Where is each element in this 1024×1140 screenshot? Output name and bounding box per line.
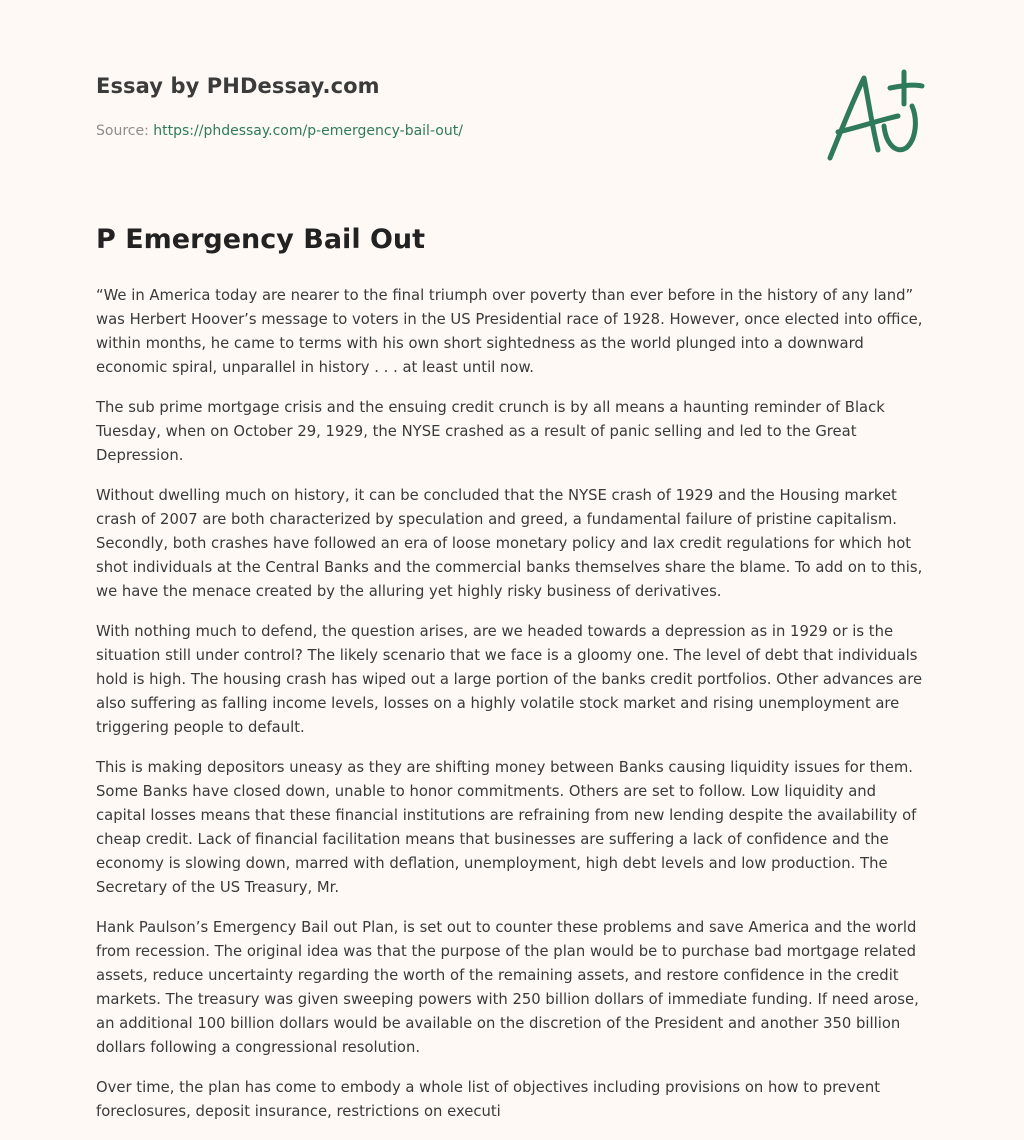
essay-paragraph: The sub prime mortgage crisis and the ensuing credit crunch is by all means a haunting reminder of Black Tuesday, when on October 29, 1929, the NYSE crashed as a result of panic selling and led to the Great Depression. xyxy=(96,399,885,464)
a-plus-logo-icon xyxy=(820,66,930,166)
essay-paragraph: “We in America today are nearer to the final triumph over poverty than ever before in the history of any land” was Herbert Hoover’s message to voters in the US Presidential race of 1928. However, once elected into office, within months, he came to terms with his own short sightedness as the world plunged into a downward economic spiral, unparallel in history . . . at least until now. xyxy=(96,287,923,376)
site-brand: Essay by PHDessay.com xyxy=(96,74,380,98)
essay-paragraph: Without dwelling much on history, it can be concluded that the NYSE crash of 1929 and the Housing market crash of 2007 are both characterized by speculation and greed, a fundamental failure of pristine capitalism. Secondly, both crashes have followed an era of loose monetary policy and lax credit regulations for which hot shot individuals at the Central Banks and the commercial banks themselves share the blame. To add on to this, we have the menace created by the alluring yet highly risky business of derivatives. xyxy=(96,487,923,600)
essay-paragraph: With nothing much to defend, the question arises, are we headed towards a depression as in 1929 or is the situation still under control? The likely scenario that we face is a gloomy one. The level of debt that individuals hold is high. The housing crash has wiped out a large portion of the banks credit portfolios. Other advances are also suffering as falling income levels, losses on a highly volatile stock market and rising unemployment are triggering people to default. xyxy=(96,623,923,736)
essay-paragraph: This is making depositors uneasy as they are shifting money between Banks causing liquidity issues for them. Some Banks have closed down, unable to honor commitments. Others are set to follow. Low liquidity and capital losses means that these financial institutions are refraining from new lending despite the availability of cheap credit. Lack of financial facilitation means that businesses are suffering a lack of confidence and the economy is slowing down, marred with deflation, unemployment, high debt levels and low production. The Secretary of the US Treasury, Mr. xyxy=(96,759,917,896)
source-label: Source: xyxy=(96,123,149,139)
essay-title: P Emergency Bail Out xyxy=(96,224,426,255)
essay-body xyxy=(96,284,928,1140)
essay-paragraph: Over time, the plan has come to embody a whole list of objectives including provisions on how to prevent foreclosures, deposit insurance, restrictions on executi xyxy=(96,1079,881,1120)
essay-paragraph: Hank Paulson’s Emergency Bail out Plan, is set out to counter these problems and save America and the world from recession. The original idea was that the purpose of the plan would be to purchase bad mortgage related assets, reduce uncertainty regarding the worth of the remaining assets, and restore confidence in the credit markets. The treasury was given sweeping powers with 250 billion dollars of immediate funding. If need arose, an additional 100 billion dollars would be available on the discretion of the President and another 350 billion dollars following a congressional resolution. xyxy=(96,919,919,1056)
source-link[interactable]: https://phdessay.com/p-emergency-bail-out/ xyxy=(153,123,463,139)
source-line xyxy=(96,123,463,139)
